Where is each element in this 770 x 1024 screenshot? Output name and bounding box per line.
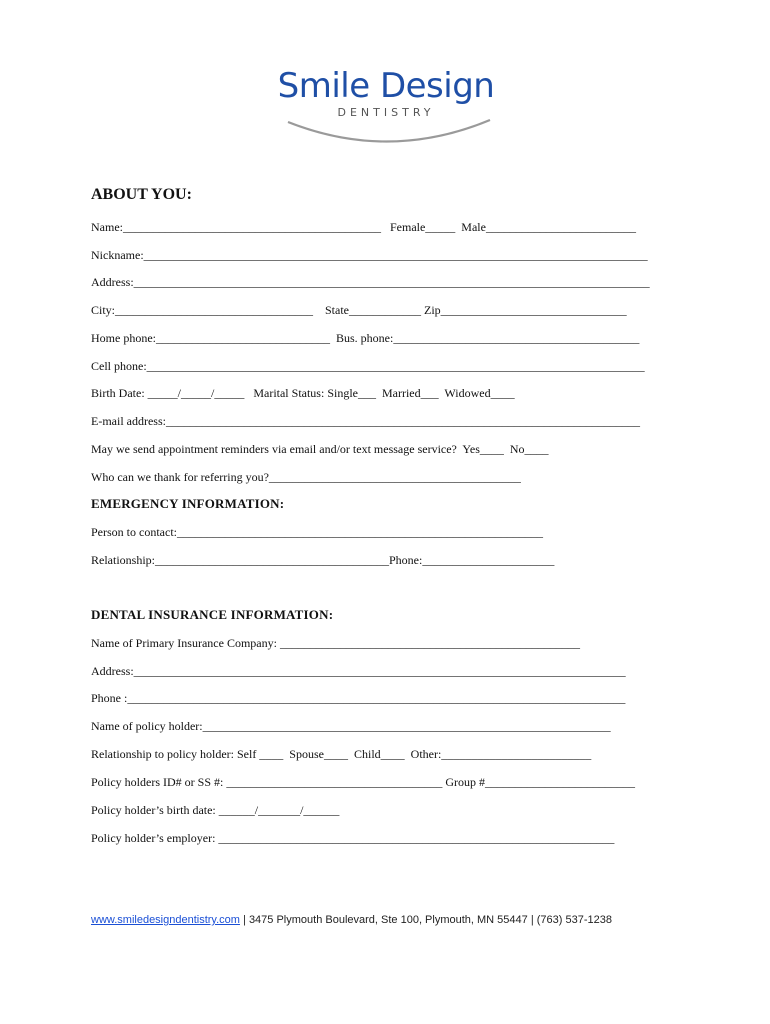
- referral-line[interactable]: Who can we thank for referring you?__________________________________________: [91, 470, 521, 484]
- insurance-heading: DENTAL INSURANCE INFORMATION:: [91, 607, 334, 622]
- nickname-field-line[interactable]: Nickname:____________________________________________________________________________________: [91, 248, 648, 262]
- logo: [270, 66, 510, 150]
- address-field-line[interactable]: Address:______________________________________________________________________________________: [91, 275, 650, 289]
- name-field-line[interactable]: Name:___________________________________________ Female_____ Male_________________________: [91, 220, 636, 234]
- cell-phone-field-line[interactable]: Cell phone:___________________________________________________________________________________: [91, 359, 645, 373]
- logo-title: Smile Design: [277, 66, 495, 106]
- logo-subtitle: DENTISTRY: [337, 106, 435, 119]
- policy-holder-name-line[interactable]: Name of policy holder:____________________________________________________________________: [91, 719, 611, 733]
- insurance-address-line[interactable]: Address:__________________________________________________________________________________: [91, 664, 626, 678]
- birth-marital-line[interactable]: Birth Date: _____/_____/_____ Marital Status: Single___ Married___ Widowed____: [91, 386, 515, 400]
- insurance-phone-line[interactable]: Phone :___________________________________________________________________________________: [91, 691, 626, 705]
- emergency-contact-line[interactable]: Person to contact:_____________________________________________________________: [91, 525, 543, 539]
- footer-contact-info: | 3475 Plymouth Boulevard, Ste 100, Plymouth, MN 55447 | (763) 537-1238: [239, 914, 612, 926]
- policy-id-group-line[interactable]: Policy holders ID# or SS #: ____________________________________ Group #_________________________: [91, 775, 635, 789]
- emergency-heading: EMERGENCY INFORMATION:: [91, 496, 285, 511]
- policy-employer-line[interactable]: Policy holder’s employer: __________________________________________________________________: [91, 831, 615, 845]
- policy-relationship-line[interactable]: Relationship to policy holder: Self ____ Spouse____ Child____ Other:_________________________: [91, 747, 592, 761]
- email-field-line[interactable]: E-mail address:_______________________________________________________________________________: [91, 414, 640, 428]
- insurance-company-line[interactable]: Name of Primary Insurance Company: __________________________________________________: [91, 636, 580, 650]
- about-you-heading: ABOUT YOU:: [91, 186, 192, 203]
- city-state-zip-line[interactable]: City:_________________________________ State____________ Zip_______________________________: [91, 303, 627, 317]
- emergency-relationship-line[interactable]: Relationship:_______________________________________Phone:______________________: [91, 553, 555, 567]
- footer: [91, 914, 612, 926]
- website-link[interactable]: www.smiledesigndentistry.com: [91, 914, 240, 926]
- phone-field-line[interactable]: Home phone:_____________________________ Bus. phone:_________________________________________: [91, 331, 640, 345]
- policy-birth-date-line[interactable]: Policy holder’s birth date: ______/_______/______: [91, 803, 340, 817]
- reminders-line[interactable]: May we send appointment reminders via email and/or text message service? Yes____ No____: [91, 442, 549, 456]
